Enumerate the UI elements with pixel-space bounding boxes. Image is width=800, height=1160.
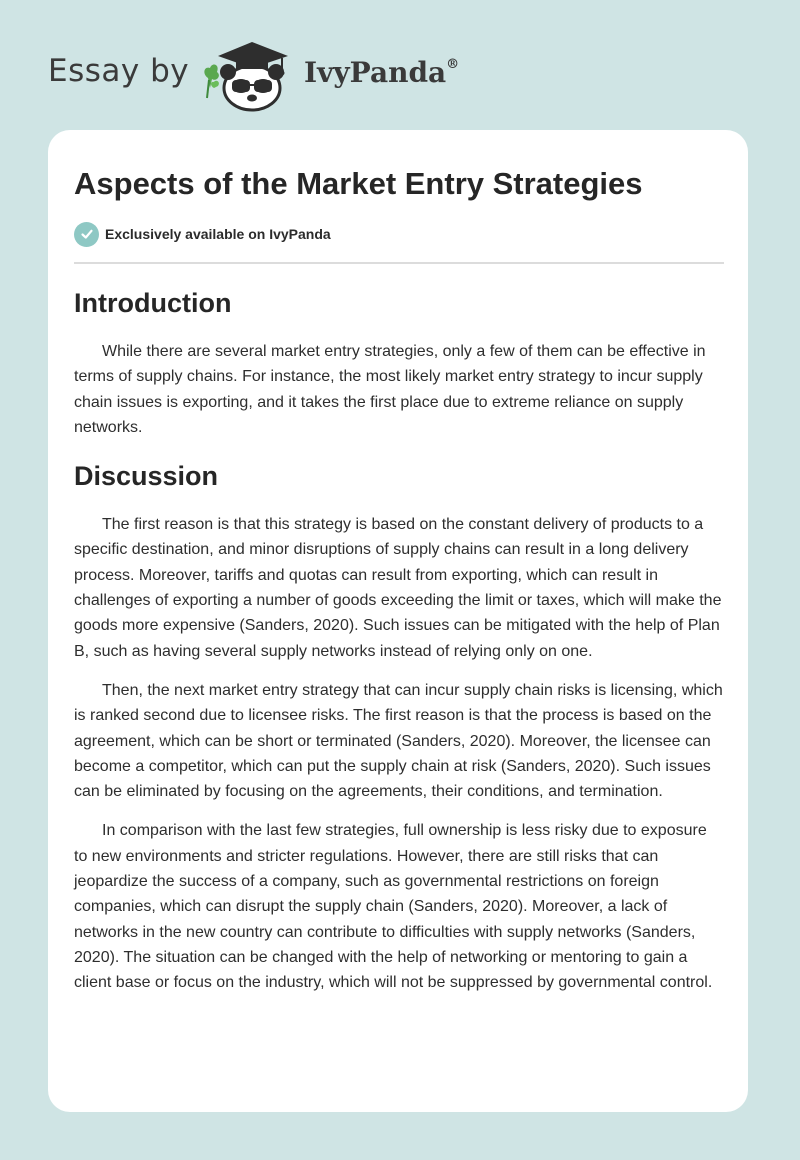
page-title: Aspects of the Market Entry Strategies [74, 166, 643, 201]
panda-graduate-icon[interactable] [200, 36, 300, 112]
site-header [48, 36, 508, 116]
exclusive-badge [74, 221, 724, 264]
ivypanda-logo-text[interactable]: IvyPanda® [304, 56, 460, 89]
paragraph: The first reason is that this strategy is based on the constant delivery of products to a specific destination, and minor disruptions of supply chains can result in a long delivery process. Moreover, tariffs and quotas can result from exporting, which can result in challenges of exporting a number of goods exceeding the limit or taxes, which will make the goods more expensive (Sanders, 2020). Such issues can be mitigated with the help of Plan B, such as having several supply networks instead of relying only on one. [74, 516, 722, 660]
section-heading-introduction: Introduction [74, 288, 232, 318]
section-heading-discussion: Discussion [74, 461, 219, 492]
paragraph: In comparison with the last few strategies, full ownership is less risky due to exposure to new environments and stricter regulations. However, there are still risks that can jeopardize the success of a company, such as governmental restrictions on foreign companies, which can disrupt the supply chain (Sanders, 2020). Moreover, a lack of networks in the new country can contribute to difficulties with supply networks (Sanders, 2020). The situation can be changed with the help of networking or mentoring to gain a client base or focus on the industry, which will not be suppressed by governmental control. [74, 822, 713, 992]
paragraph: Then, the next market entry strategy that can incur supply chain risks is licensing, which is ranked second due to licensee risks. The first reason is that the process is based on the agreement, which can be short or terminated (Sanders, 2020). Moreover, the licensee can become a competitor, which can put the supply chain at risk (Sanders, 2020). Such issues can be eliminated by focusing on the agreements, their conditions, and termination. [74, 681, 723, 801]
essay-by-label: Essay by [48, 53, 190, 89]
checkmark-icon [74, 222, 99, 247]
essay-content [74, 164, 724, 996]
essay-card [48, 130, 748, 1112]
paragraph: While there are several market entry strategies, only a few of them can be effective in terms of supply chains. For instance, the most likely market entry strategy to incur supply chain issues is exporting, and it takes the first place due to extreme reliance on supply networks. [74, 343, 706, 436]
exclusive-badge-label: Exclusively available on IvyPanda [105, 226, 331, 242]
